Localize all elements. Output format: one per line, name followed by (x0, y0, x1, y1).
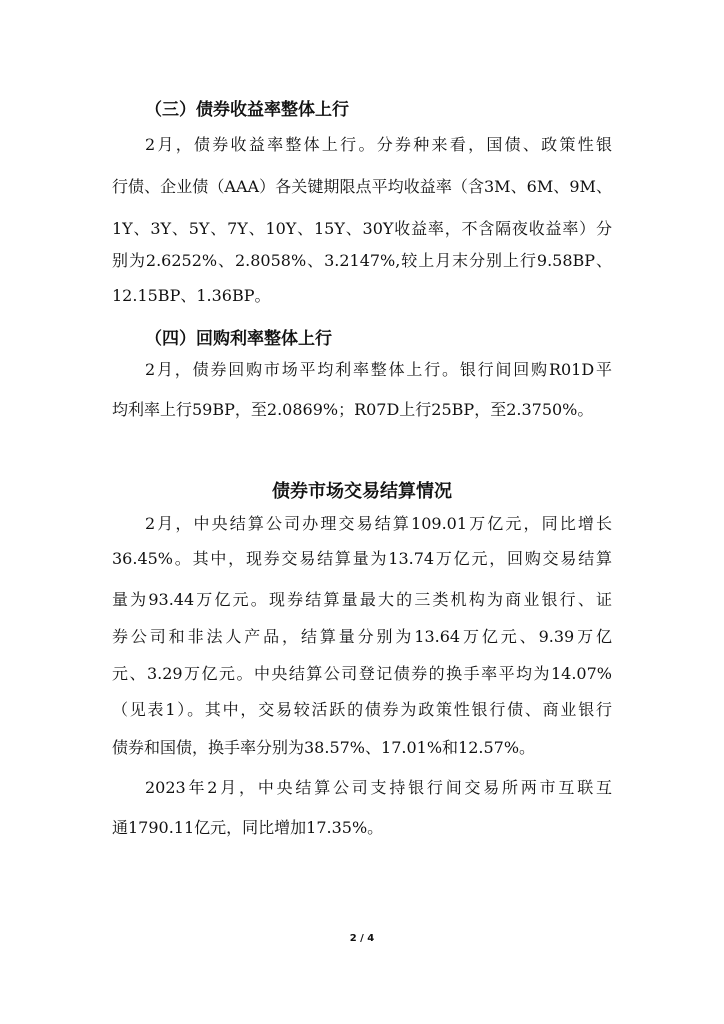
paragraph-line: 2023年2月，中央结算公司支持银行间交易所两市互联互 (145, 778, 612, 797)
page-number: 2 / 4 (349, 933, 375, 944)
paragraph-line: 元、3.29万亿元。中央结算公司登记债券的换手率平均为14.07% (112, 664, 612, 683)
section-heading-yield: （三）债券收益率整体上行 (145, 100, 349, 120)
paragraph-line: 36.45%。其中，现券交易结算量为13.74万亿元，回购交易结算 (112, 549, 612, 568)
section-heading-repo: （四）回购利率整体上行 (145, 329, 332, 349)
paragraph-line: 券公司和非法人产品，结算量分别为13.64万亿元、9.39万亿 (112, 627, 612, 646)
paragraph-line: 1Y、3Y、5Y、7Y、10Y、15Y、30Y收益率，不含隔夜收益率）分 (112, 219, 612, 238)
paragraph-line: 均利率上行59BP，至2.0869%；R07D上行25BP，至2.3750%。 (112, 400, 594, 419)
paragraph-line: 行债、企业债（AAA）各关键期限点平均收益率（含3M、6M、9M、 (112, 177, 612, 196)
paragraph-line: 债券和国债，换手率分别为38.57%、17.01%和12.57%。 (112, 738, 536, 757)
paragraph-line: （见表1）。其中，交易较活跃的债券为政策性银行债、商业银行 (112, 700, 612, 719)
paragraph-line: 2月，中央结算公司办理交易结算109.01万亿元，同比增长 (145, 514, 612, 533)
section-title-settlement: 债券市场交易结算情况 (272, 481, 452, 502)
paragraph-line: 12.15BP、1.36BP。 (112, 286, 271, 305)
paragraph-line: 别为2.6252%、2.8058%、3.2147%,较上月末分别上行9.58BP、 (112, 251, 612, 270)
paragraph-line: 2月，债券收益率整体上行。分券种来看，国债、政策性银 (145, 135, 612, 154)
paragraph-line: 量为93.44万亿元。现券结算量最大的三类机构为商业银行、证 (112, 590, 612, 609)
paragraph-line: 2月，债券回购市场平均利率整体上行。银行间回购R01D平 (145, 360, 612, 379)
paragraph-line: 通1790.11亿元，同比增加17.35%。 (112, 818, 384, 837)
